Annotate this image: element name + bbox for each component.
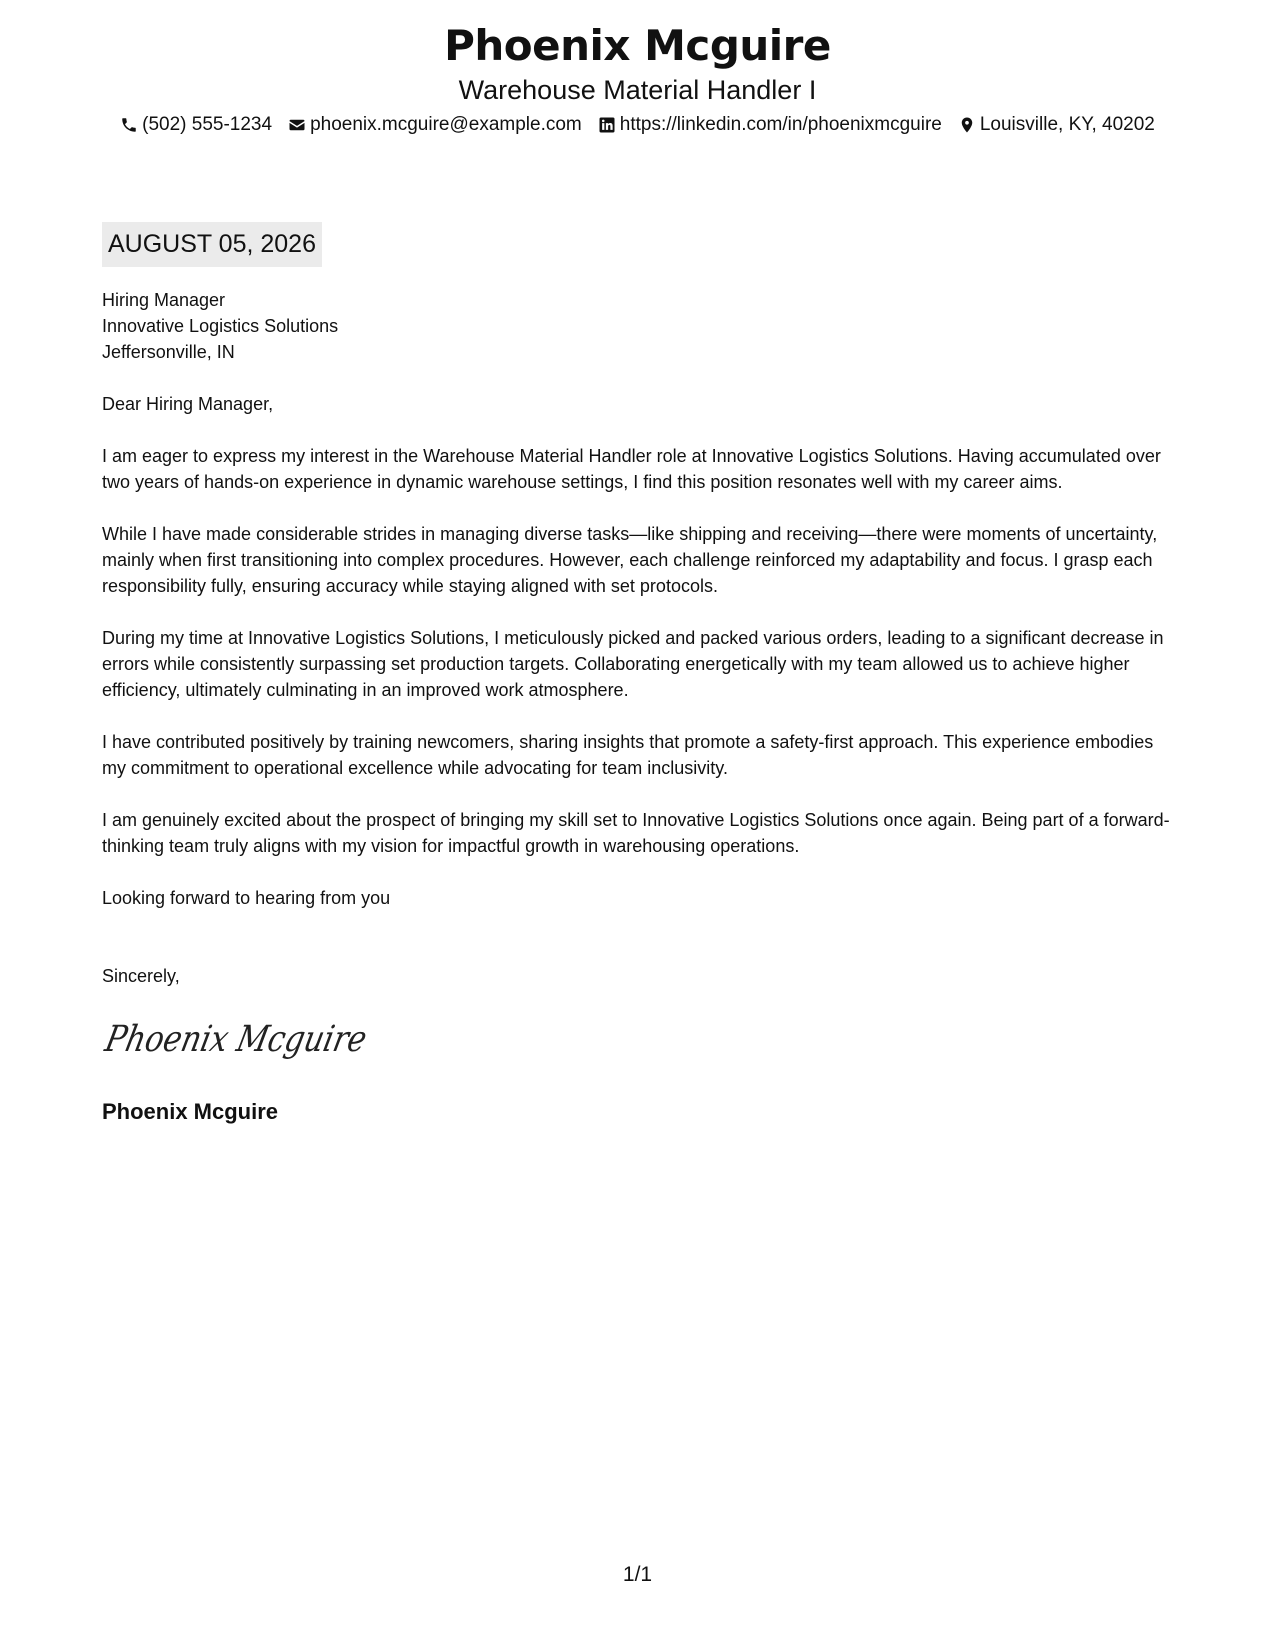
- body-paragraph: I have contributed positively by training newcomers, sharing insights that promote a safety-first approach. This experience embodies my commitment to operational excellence while advocating for team inclusivity.: [102, 732, 1154, 778]
- closing-line: Looking forward to hearing from you: [102, 888, 391, 908]
- job-title: Warehouse Material Handler I: [458, 75, 817, 105]
- salutation: Dear Hiring Manager,: [102, 394, 274, 414]
- body-paragraph: While I have made considerable strides in managing diverse tasks—like shipping and receiving—there were moments of uncertainty, mainly when first transitioning into complex procedures. However, each challenge reinforced my adaptability and focus. I grasp each responsibility fully, ensuring accuracy while staying aligned with set protocols.: [102, 524, 1158, 596]
- applicant-name: Phoenix Mcguire: [444, 21, 831, 70]
- email-text: phoenix.mcguire@example.com: [310, 114, 582, 135]
- recipient-block: [102, 287, 1177, 365]
- map-pin-icon: [958, 116, 976, 134]
- contact-email[interactable]: [288, 112, 582, 138]
- letter-date: AUGUST 05, 2026: [102, 222, 322, 267]
- recipient-title: Hiring Manager: [102, 290, 226, 310]
- handwritten-signature: [102, 1011, 392, 1073]
- letter-body: [102, 222, 1177, 1126]
- signature-text: Phoenix Mcguire: [102, 1017, 392, 1060]
- contact-location: [958, 112, 1155, 138]
- recipient-company: Innovative Logistics Solutions: [102, 316, 339, 336]
- linkedin-icon: [598, 116, 616, 134]
- sign-off: Sincerely,: [102, 966, 180, 986]
- phone-text: (502) 555-1234: [142, 114, 273, 135]
- contact-linkedin[interactable]: [598, 112, 942, 138]
- body-paragraph: During my time at Innovative Logistics Solutions, I meticulously picked and packed various orders, leading to a significant decrease in errors while consistently surpassing set production targets. Collaborating energetically with my team allowed us to achieve higher efficiency, ultimately culminating in an improved work atmosphere.: [102, 628, 1164, 700]
- page-number: 1/1: [622, 1563, 653, 1586]
- svg-text:Phoenix Mcguire: [102, 1017, 392, 1060]
- body-paragraph: I am eager to express my interest in the Warehouse Material Handler role at Innovative Logistics Solutions. Having accumulated over two years of hands-on experience in dynamic warehouse settings, I find this position resonates well with my career aims.: [102, 446, 1161, 492]
- linkedin-text: https://linkedin.com/in/phoenixmcguire: [619, 114, 942, 135]
- phone-icon: [120, 116, 138, 134]
- location-text: Louisville, KY, 40202: [979, 114, 1155, 135]
- recipient-location: Jeffersonville, IN: [102, 342, 235, 362]
- body-paragraph: I am genuinely excited about the prospect of bringing my skill set to Innovative Logistics Solutions once again. Being part of a forward-thinking team truly aligns with my vision for impactful growth in warehousing operations.: [102, 810, 1170, 856]
- envelope-icon: [288, 116, 306, 134]
- contact-phone[interactable]: [120, 112, 272, 138]
- contact-bar: [0, 112, 1275, 138]
- resume-header: [0, 18, 1275, 138]
- signer-name: Phoenix Mcguire: [102, 1099, 279, 1124]
